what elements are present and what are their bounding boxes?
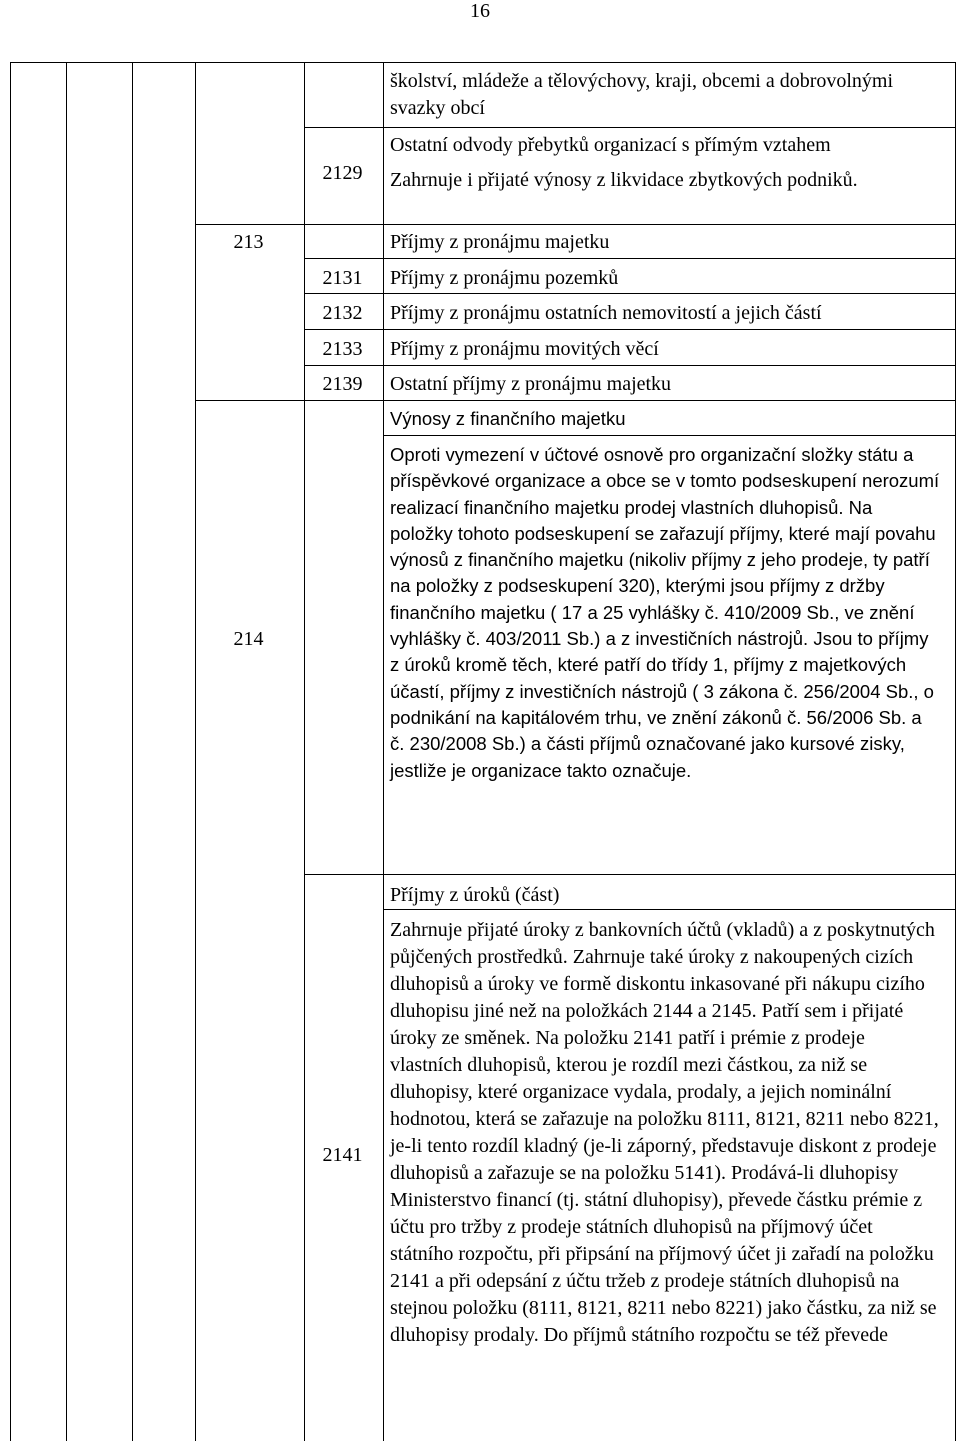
row-divider: [304, 365, 955, 366]
item-description-2141: Zahrnuje přijaté úroky z bankovních účtů (vkladů) a z poskytnutých půjčených prostředků. Zahrnuje také úroky z nakoupených cizích dluhopisů a úroky ve formě diskontu inkasované při nákupu cizího dluhopisu jiné než na položkách 2144 a 2145. Patří sem i přijaté úroky ze směnek. Na položku 2141 patří i prémie z prodeje vlastních dluhopisů, kterou je rozdíl mezi částkou, za niž se dluhopisy, které organizace vydala, prodaly, a jejich nominální hodnotou, která se zařazuje na položku 8111, 8121, 8211 nebo 8221, je-li tento rozdíl kladný (je-li záporný, představuje diskont z prodeje dluhopisů a zařazuje se na položku 5141). Prodává-li dluhopisy Ministerstvo financí (tj. státní dluhopisy), převede částku prémie z účtu pro tržby z prodeje státních dluhopisů na příjmový účet státního rozpočtu, při připsání na příjmový účet ji zařadí na položku 2141 a při odepsání z účtu tržeb z prodeje státních dluhopisů na stejnou položku (8111, 8121, 8211 nebo 8221) jako částku, za niž se dluhopisy prodaly. Do příjmů státního rozpočtu se též převede: [390, 919, 939, 1346]
item-title-2139: Ostatní příjmy z pronájmu majetku: [390, 373, 672, 395]
row-divider: [195, 224, 955, 225]
item-code-2139: 2139: [322, 373, 363, 395]
row-divider: [383, 909, 955, 910]
item-code-2129: 2129: [322, 162, 363, 184]
group-title-213: Příjmy z pronájmu majetku: [390, 231, 610, 253]
column-divider: [66, 63, 67, 1441]
group-code-213: 213: [233, 231, 264, 253]
row-divider: [304, 293, 955, 294]
item-code-2141: 2141: [322, 1144, 363, 1166]
item-code-2133: 2133: [322, 338, 363, 360]
group-code-214: 214: [233, 628, 264, 650]
column-divider: [132, 63, 133, 1441]
continuation-text: školství, mládeže a tělovýchovy, kraji, obcemi a dobrovolnými svazky obcí: [390, 70, 894, 119]
page-number: 16: [470, 0, 490, 22]
row-divider: [304, 258, 955, 259]
item-title-2129: Ostatní odvody přebytků organizací s přímým vztahem: [390, 134, 831, 156]
item-code-2132: 2132: [322, 302, 363, 324]
item-title-2141: Příjmy z úroků (část): [390, 884, 560, 906]
column-divider: [195, 63, 196, 1441]
item-title-2131: Příjmy z pronájmu pozemků: [390, 267, 619, 289]
item-title-2132: Příjmy z pronájmu ostatních nemovitostí a jejich částí: [390, 302, 822, 324]
row-divider: [304, 127, 955, 128]
group-title-214: Výnosy z finančního majetku: [390, 408, 626, 429]
row-divider: [304, 329, 955, 330]
column-divider: [383, 63, 384, 1441]
item-title-2133: Příjmy z pronájmu movitých věcí: [390, 338, 659, 360]
group-description-214: Oproti vymezení v účtové osnově pro organizační složky státu a příspěvkové organizace a obce se v tomto podseskupení nerozumí realizací finančního majetku prodej vlastních dluhopisů. Na položky tohoto podseskupení se zařazují příjmy, které mají povahu výnosů z finančního majetku (nikoliv příjmy z jeho prodeje, ty patří na položky z podseskupení 320), kterými jsou příjmy z držby finančního majetku ( 17 a 25 vyhlášky č. 410/2009 Sb., ve znění vyhlášky č. 403/2011 Sb.) a z investičních nástrojů. Jsou to příjmy z úroků kromě těch, které patří do třídy 1, příjmy z majetkových účastí, příjmy z investičních nástrojů ( 3 zákona č. 256/2004 Sb., o podnikání na kapitálovém trhu, ve znění zákonů č. 56/2006 Sb. a č. 230/2008 Sb.) a části příjmů označované jako kursové zisky, jestliže je organizace takto označuje.: [390, 444, 940, 781]
item-description-2129: Zahrnuje i přijaté výnosy z likvidace zbytkových podniků.: [390, 169, 858, 191]
item-code-2131: 2131: [322, 267, 363, 289]
row-divider: [304, 874, 955, 875]
row-divider: [383, 435, 955, 436]
row-divider: [195, 400, 955, 401]
